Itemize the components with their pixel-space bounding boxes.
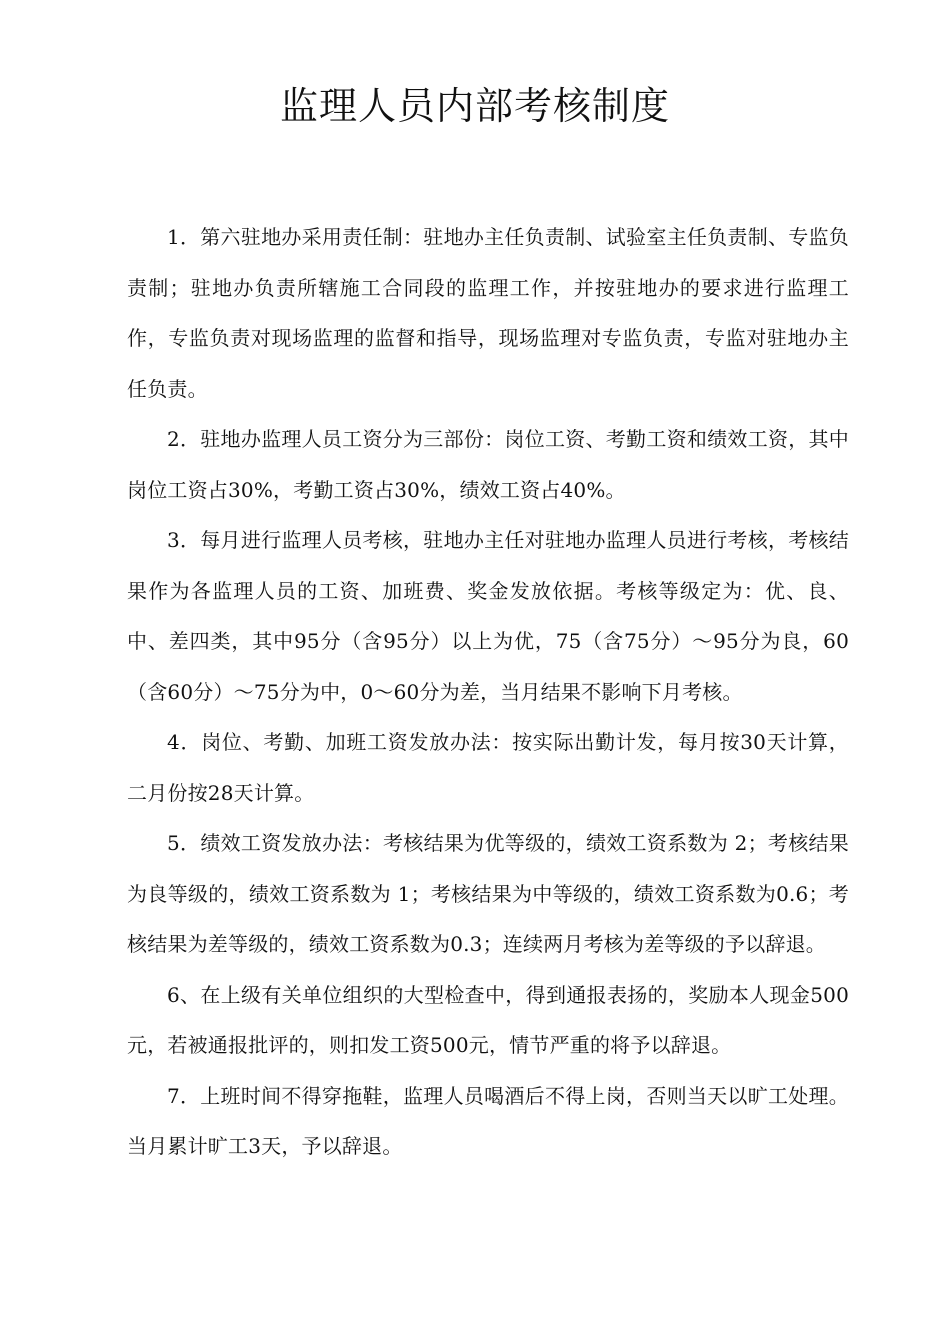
paragraph-7: 7．上班时间不得穿拖鞋，监理人员喝酒后不得上岗，否则当天以旷工处理。当月累计旷工3天，予以辞退。 (127, 1083, 849, 1158)
paragraph-6: 6、在上级有关单位组织的大型检查中，得到通报表扬的，奖励本人现金500元，若被通报批评的，则扣发工资500元，情节严重的将予以辞退。 (127, 982, 849, 1057)
paragraph-5: 5．绩效工资发放办法：考核结果为优等级的，绩效工资系数为 2；考核结果为良等级的，绩效工资系数为 1；考核结果为中等级的，绩效工资系数为0.6；考核结果为差等级的，绩效工资系数为0.3；连续两月考核为差等级的予以辞退。 (127, 831, 849, 956)
paragraph-3: 3．每月进行监理人员考核，驻地办主任对驻地办监理人员进行考核，考核结果作为各监理人员的工资、加班费、奖金发放依据。考核等级定为：优、良、中、差四类，其中95分（含95分）以上为优，75（含75分）～95分为良，60（含60分）～75分为中，0～60分为差，当月结果不影响下月考核。 (127, 528, 849, 704)
paragraph-1: 1．第六驻地办采用责任制：驻地办主任负责制、试验室主任负责制、专监负责制；驻地办负责所辖施工合同段的监理工作，并按驻地办的要求进行监理工作，专监负责对现场监理的监督和指导，现场监理对专监负责，专监对驻地办主任负责。 (127, 225, 849, 401)
paragraph-4: 4．岗位、考勤、加班工资发放办法：按实际出勤计发，每月按30天计算，二月份按28天计算。 (127, 730, 849, 805)
document-body (127, 212, 849, 1172)
document-title: 监理人员内部考核制度 (279, 84, 670, 128)
paragraph-2: 2．驻地办监理人员工资分为三部份：岗位工资、考勤工资和绩效工资，其中岗位工资占30%，考勤工资占30%，绩效工资占40%。 (127, 427, 849, 502)
